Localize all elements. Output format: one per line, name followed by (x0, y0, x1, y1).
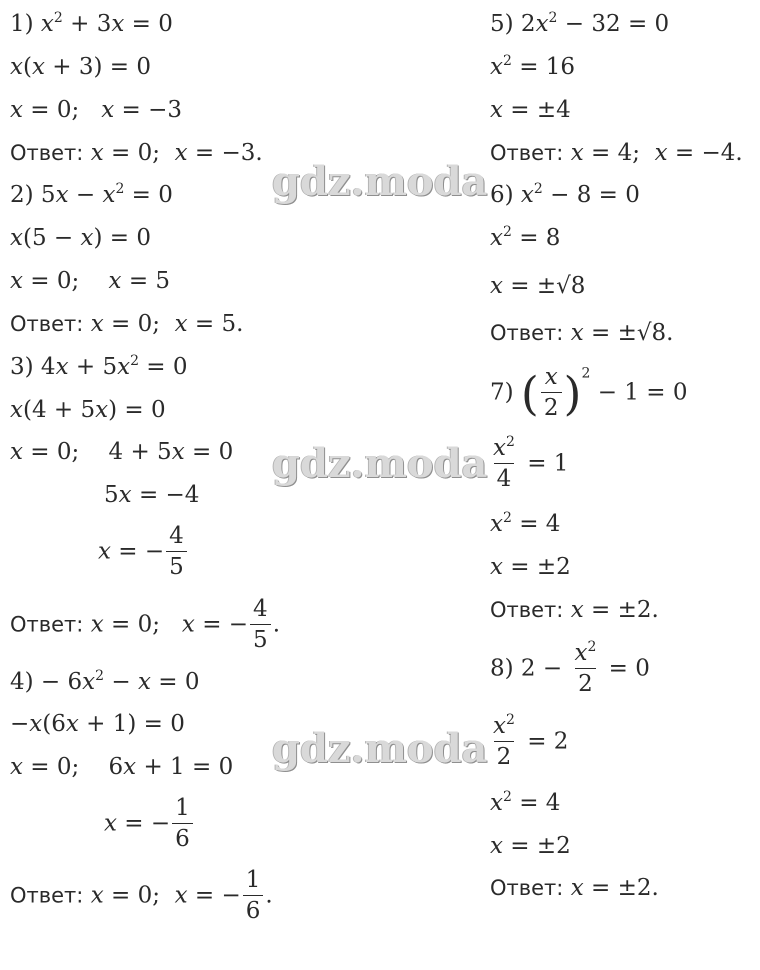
fraction: $\frac{x^2}{4}$ (493, 434, 515, 493)
answer-label: Ответ: (490, 876, 564, 900)
problem-5-answer: Ответ: x = 4; x = −4. (490, 140, 743, 166)
problem-3-answer: Ответ: x = 0; x = − $\frac{4}{5}$ . (10, 596, 280, 654)
problem-4-step-factor: −x(6x + 1) = 0 (10, 711, 185, 737)
answer-label: Ответ: (490, 321, 564, 345)
problem-5-step-isolate: $x^2 = 16$ (490, 53, 576, 80)
problem-7-answer: Ответ: x = ±2. (490, 597, 659, 623)
answer-label: Ответ: (10, 141, 84, 165)
problem-7-step-fraction: $\frac{x^2}{4}$ = 1 (490, 436, 568, 493)
problem-7-equation: 7) ( $\frac{x}{2}$ )$^2$ − 1 = 0 (490, 364, 688, 422)
problem-3-step-solution: x = − $\frac{4}{5}$ (98, 524, 189, 581)
fraction: $\frac{4}{5}$ (250, 597, 271, 654)
problem-7-step-roots: x = ±2 (490, 554, 571, 580)
problem-number: 2) 5 (10, 182, 56, 208)
problem-6-equation: 6) $x^2 - 8 = 0$ (490, 181, 640, 208)
fraction: $\frac{x^2}{2}$ (574, 639, 597, 698)
problem-8-step-fraction: $\frac{x^2}{2}$ = 2 (490, 714, 568, 771)
problem-number: 5) 2 (490, 11, 536, 37)
problem-number: 8) 2 − (490, 655, 563, 682)
problem-2-step-roots: x = 0; x = 5 (10, 268, 171, 294)
answer-label: Ответ: (490, 141, 564, 165)
problem-2-equation: 2) $5x - x^2 = 0$ (10, 181, 173, 208)
problem-3-step-roots: x = 0; 4 + 5x = 0 (10, 439, 234, 465)
problem-4-step-solution: x = − $\frac{1}{6}$ (104, 796, 195, 853)
answer-label: Ответ: (10, 312, 84, 336)
fraction: $\frac{x}{2}$ (541, 365, 562, 422)
problem-1-answer: Ответ: x = 0; x = −3. (10, 140, 263, 166)
problem-3-equation: 3) $4x + 5x^2 = 0$ (10, 353, 188, 380)
watermark: gdz.moda (272, 725, 488, 772)
problem-4-equation: $4) - 6x^2 - x = 0$ (10, 668, 200, 695)
problem-2-step-factor: x(5 − x) = 0 (10, 225, 151, 251)
answer-label: Ответ: (490, 598, 564, 622)
problem-6-step-roots: x = ±√8 (490, 273, 586, 299)
problem-6-step-isolate: $x^2 = 8$ (490, 224, 561, 251)
problem-number: 3) 4 (10, 354, 56, 380)
problem-7-step-isolate: $x^2 = 4$ (490, 510, 561, 537)
problem-1-equation: 1) $x^2 + 3x = 0$ (10, 10, 173, 37)
problem-number: 1) (10, 11, 34, 37)
problem-8-step-roots: x = ±2 (490, 833, 571, 859)
fraction: $\frac{4}{5}$ (166, 524, 187, 581)
problem-number: 6) (490, 182, 514, 208)
problem-1-step-factor: x(x + 3) = 0 (10, 54, 151, 80)
problem-4-step-roots: x = 0; 6x + 1 = 0 (10, 754, 234, 780)
watermark: gdz.moda (272, 158, 488, 205)
problem-5-equation: 5) $2x^2 - 32 = 0$ (490, 10, 670, 37)
problem-5-step-roots: x = ±4 (490, 97, 571, 123)
watermark: gdz.moda (272, 440, 488, 487)
fraction: $\frac{1}{6}$ (243, 868, 264, 925)
problem-8-answer: Ответ: x = ±2. (490, 875, 659, 901)
problem-6-answer: Ответ: x = ±√8. (490, 320, 674, 346)
fraction: $\frac{x^2}{2}$ (493, 712, 515, 771)
problem-3-step-factor: x(4 + 5x) = 0 (10, 397, 166, 423)
problem-8-equation: 8) 2 − $\frac{x^2}{2}$ = 0 (490, 639, 650, 698)
problem-1-step-roots: x = 0; x = −3 (10, 97, 182, 123)
problem-4-answer: Ответ: x = 0; x = − $\frac{1}{6}$ . (10, 867, 273, 925)
answer-label: Ответ: (10, 612, 84, 637)
answer-label: Ответ: (10, 883, 84, 908)
problem-3-step-linear: 5x = −4 (104, 482, 200, 508)
problem-8-step-isolate: $x^2 = 4$ (490, 789, 561, 816)
problem-number: 7) (490, 379, 514, 406)
fraction: $\frac{1}{6}$ (172, 796, 193, 853)
problem-2-answer: Ответ: x = 0; x = 5. (10, 311, 244, 337)
problem-number: 4) − 6 (10, 669, 83, 695)
